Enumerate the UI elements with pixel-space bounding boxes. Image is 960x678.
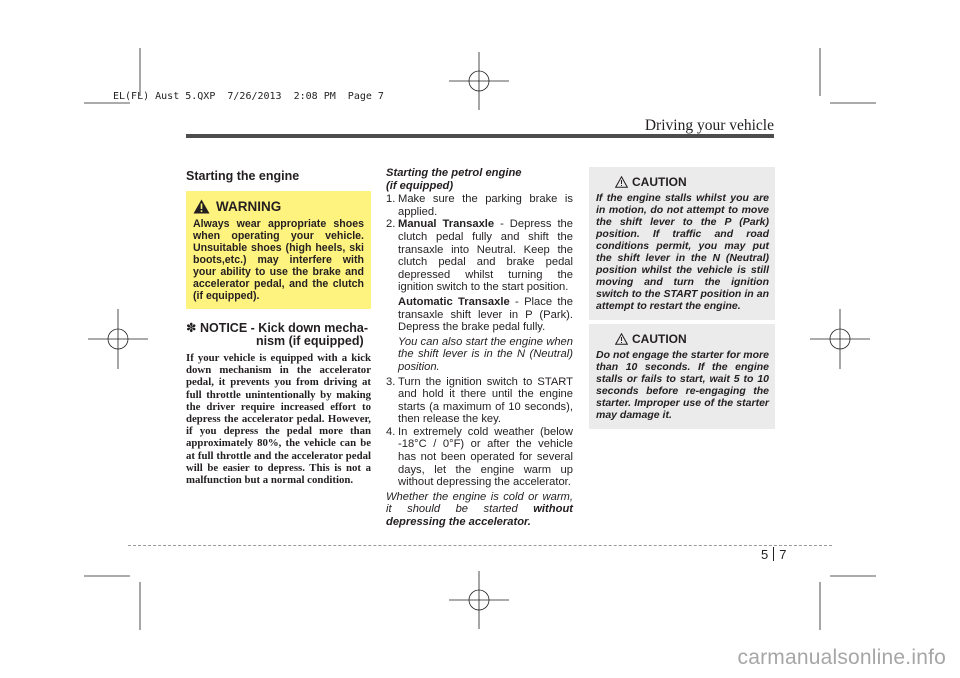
- caution-box-1: [589, 167, 775, 320]
- column-3: [589, 167, 775, 433]
- caution-2-title: CAUTION: [632, 332, 687, 346]
- caution-1-body: If the engine stalls whilst you are in motion, do not attempt to move the shift lever to the P (Park) position. If traffic and road conditions permit, you may put the shift lever in the N (Neutral) position whilst the vehicle is still moving and turn the ignition switch to the START position in an attempt to restart the engine.: [596, 192, 769, 312]
- step-2: [386, 218, 573, 294]
- page-number-divider: [773, 547, 774, 561]
- step-2-label: Manual Transaxle: [398, 218, 495, 231]
- footer-rule: [128, 545, 832, 546]
- caution-2-header: [596, 332, 769, 346]
- step-2-automatic: [386, 296, 573, 334]
- print-slug: EL(FL) Aust 5.QXP 7/26/2013 2:08 PM Page 7: [113, 91, 384, 102]
- step-2-auto-text: - Place the transaxle shift lever in P (Park). Depress the brake pedal fully.: [398, 295, 573, 334]
- section-heading: Starting the engine: [186, 169, 300, 183]
- caution-triangle-icon: [615, 176, 628, 188]
- step-4-number: 4.: [386, 425, 396, 438]
- step-2-number: 2.: [386, 218, 396, 231]
- closing-note-a: Whether the engine is cold or warm, it should be started: [386, 490, 573, 516]
- caution-triangle-icon: [615, 333, 628, 345]
- warning-body: Always wear appropriate shoes when operating your vehicle. Unsuitable shoes (high heels, ski boots,etc.) may interfere with your ability to use the brake and accelerator pedal, and the clutch (if equipped).: [193, 218, 364, 302]
- header-rule: [186, 134, 774, 138]
- notice-title-a: Kick down mecha-: [254, 321, 369, 335]
- column-2: [386, 167, 573, 530]
- subheading-line-2: (if equipped): [386, 179, 454, 192]
- step-1-number: 1.: [386, 193, 396, 206]
- warning-box: [186, 191, 371, 309]
- caution-box-2: [589, 324, 775, 429]
- step-2-text: - Depress the clutch pedal fully and shift the transaxle into Neutral. Keep the clutch pedal and brake pedal depressed whilst turning the ignition switch to the start position.: [398, 218, 573, 294]
- step-4-text: In extremely cold weather (below -18°C / 0°F) or after the vehicle has not been operated for several days, let the engine warm up without depressing the accelerator.: [398, 425, 573, 489]
- page-header-title: Driving your vehicle: [644, 117, 774, 134]
- notice-title-b: nism (if equipped): [256, 334, 364, 348]
- step-1-text: Make sure the parking brake is applied.: [398, 193, 573, 218]
- step-3: [386, 376, 573, 426]
- warning-title: WARNING: [216, 199, 282, 214]
- notice-body: If your vehicle is equipped with a kick down mechanism in the accelerator pedal, it prevents you from driving at full throttle unintentionally by making the driver require increased effort to depress the accelerator pedal. However, if you depress the pedal more than approximately 80%, the vehicle can be at full throttle and the accelerator pedal will be easier to depress. This is not a malfunction but a normal condition.: [186, 352, 371, 487]
- column-1: [186, 169, 371, 486]
- caution-1-title: CAUTION: [632, 175, 687, 189]
- notice-prefix: ✽ NOTICE -: [186, 321, 255, 335]
- watermark: carmanualsonline.info: [737, 646, 946, 669]
- step-3-number: 3.: [386, 375, 396, 388]
- step-4: [386, 426, 573, 489]
- caution-2-body: Do not engage the starter for more than 10 seconds. If the engine stalls or fails to start, wait 5 to 10 seconds before re-engaging the starter. Improper use of the starter may damage it.: [596, 349, 769, 421]
- closing-note: [386, 491, 573, 529]
- step-1: [386, 193, 573, 218]
- notice-heading: [186, 322, 371, 348]
- step-2-auto-label: Automatic Transaxle: [398, 295, 510, 308]
- step-3-text: Turn the ignition switch to START and hold it there until the engine starts (a maximum of 10 seconds), then release the key.: [398, 375, 573, 426]
- caution-1-header: [596, 175, 769, 189]
- warning-triangle-icon: [193, 199, 210, 214]
- page-index: 7: [779, 547, 787, 562]
- step-2-note: You can also start the engine when the shift lever is in the N (Neutral) position.: [398, 335, 573, 373]
- closing-note-b: without depressing the accelerator.: [386, 503, 573, 529]
- warning-header: [193, 199, 364, 214]
- page-section: 5: [761, 547, 769, 562]
- page-number: [761, 547, 786, 562]
- subheading-line-1: Starting the petrol engine: [386, 167, 522, 179]
